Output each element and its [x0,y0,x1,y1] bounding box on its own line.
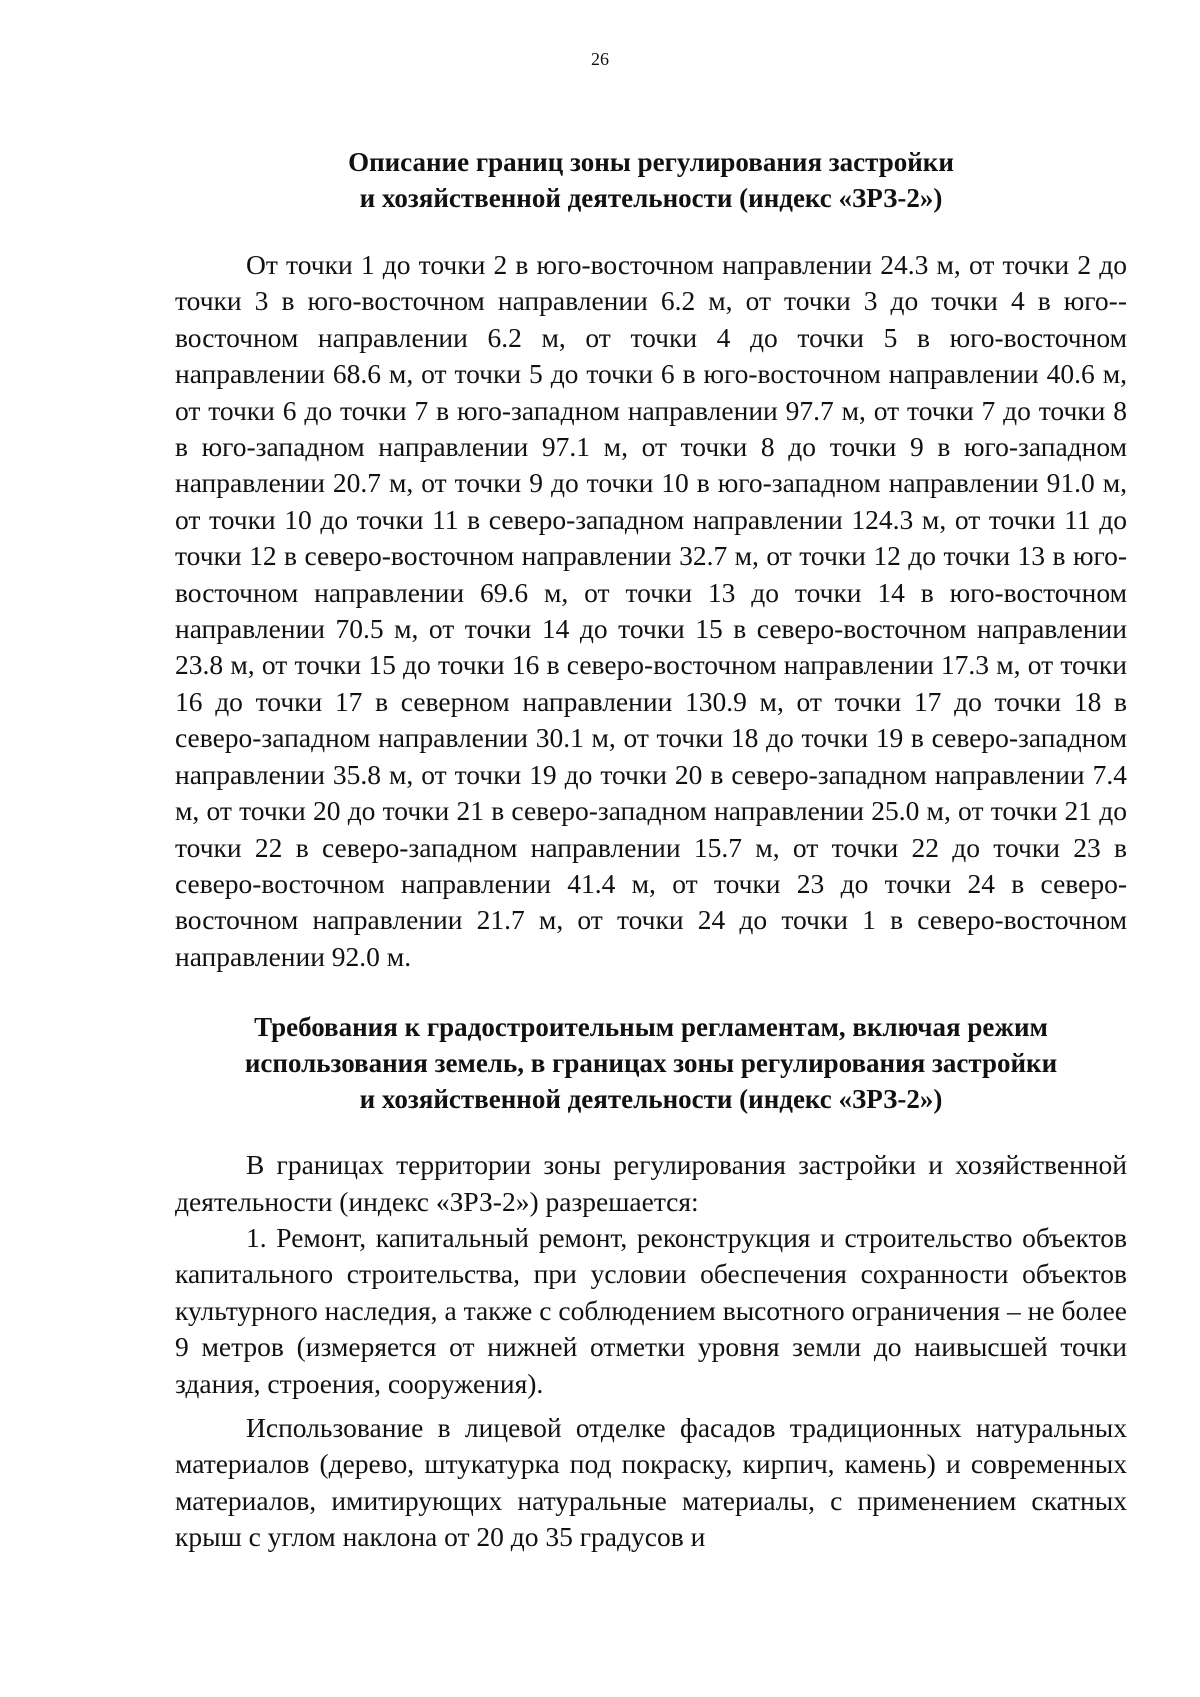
page-content [175,144,1127,1556]
section-1-title-line-1: Описание границ зоны регулирования застройки [348,147,954,177]
facade-materials-paragraph: Использование в лицевой отделке фасадов традиционных натуральных материалов (дерево, штукатурка под покраску, кирпич, камень) и современных материалов, имитирующих натуральные материалы, с применением скатных крыш с углом наклона от 20 до 35 градусов и [175,1411,1127,1553]
permission-item-1-paragraph: 1. Ремонт, капитальный ремонт, реконструкция и строительство объектов капитального строительства, при условии обеспечения сохранности объектов культурного наследия, а также с соблюдением высотного ограничения – не более 9 метров (измеряется от нижней отметки уровня земли до наивысшей точки здания, строения, сооружения). [175,1221,1127,1399]
section-2-title [175,1009,1127,1117]
permission-intro-paragraph: В границах территории зоны регулирования застройки и хозяйственной деятельности (индекс «ЗРЗ-2») разрешается: [175,1149,1127,1217]
section-1-title-line-2: и хозяйственной деятельности (индекс «ЗРЗ-2») [359,183,943,213]
section-2-title-line-1: Требования к градостроительным регламентам, включая режим [254,1012,1048,1043]
section-1-title [175,144,1127,216]
page-number: 26 [591,49,609,69]
boundary-description-paragraph: От точки 1 до точки 2 в юго-восточном направлении 24.3 м, от точки 2 до точки 3 в юго-восточном направлении 6.2 м, от точки 3 до точки 4 в юго-восточном направлении 6.2 м, от точки 4 до точки 5 в юго-восточном направлении 68.6 м, от точки 5 до точки 6 в юго-восточном направлении 40.6 м, от точки 6 до точки 7 в юго-западном направлении 97.7 м, от точки 7 до точки 8 в юго-западном направлении 97.1 м, от точки 8 до точки 9 в юго-западном направлении 20.7 м, от точки 9 до точки 10 в юго-западном направлении 91.0 м, от точки 10 до точки 11 в северо-западном направлении 124.3 м, от точки 11 до точки 12 в северо-восточном направлении 32.7 м, от точки 12 до точки 13 в юго-восточном направлении 69.6 м, от точки 13 до точки 14 в юго-восточном направлении 70.5 м, от точки 14 до точки 15 в северо-восточном направлении 23.8 м, от точки 15 до точки 16 в северо-восточном направлении 17.3 м, от точки 16 до точки 17 в северном направлении 130.9 м, от точки 17 до точки 18 в северо-западном направлении 30.1 м, от точки 18 до точки 19 в северо-западном направлении 35.8 м, от точки 19 до точки 20 в северо-западном направлении 7.4 м, от точки 20 до точки 21 в северо-западном направлении 25.0 м, от точки 21 до точки 22 в северо-западном направлении 15.7 м, от точки 22 до точки 23 в северо-восточном направлении 41.4 м, от точки 23 до точки 24 в северо-восточном направлении 21.7 м, от точки 24 до точки 1 в северо-восточном направлении 92.0 м. [175,249,1127,972]
section-2-title-line-2: использования земель, в границах зоны регулирования застройки [244,1048,1058,1079]
section-2-title-line-3: и хозяйственной деятельности (индекс «ЗРЗ-2») [359,1084,943,1115]
